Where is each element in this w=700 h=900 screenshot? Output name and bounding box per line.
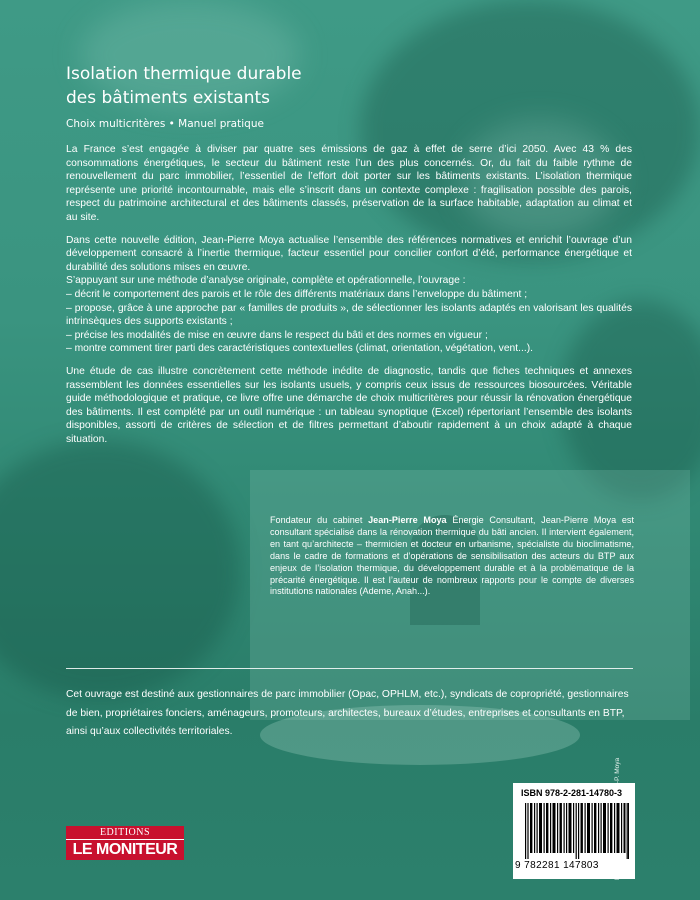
book-subtitle: Choix multicritères • Manuel pratique	[66, 118, 264, 130]
book-title	[66, 62, 626, 110]
publisher-logo-top: EDITIONS	[66, 826, 184, 839]
method-list-item: – montre comment tirer parti des caractéristiques contextuelles (climat, orientation, végétation, vent...).	[66, 343, 534, 355]
barcode-digits: 9 782281 147803	[515, 860, 599, 871]
intro-paragraph-3: Une étude de cas illustre concrètement cette méthode inédite de diagnostic, tandis que fiches techniques et annexes rassemblent les données essentielles sur les isolants usuels, y compris ceux issus de ressources biosourcées. Véritable guide méthodologique et pratique, ce livre offre une démarche de choix multicritères pour réussir la rénovation énergétique des bâtiments. Il est complété par un outil numérique : un tableau synoptique (Excel) répertoriant l’ensemble des isolants disponibles, assorti de critères de sélection et de filtres permettant d’aboutir rapidement à un choix adapté à chaque situation.	[66, 365, 632, 445]
barcode-icon	[525, 803, 629, 859]
photo-credit: J.-P. Moya	[614, 757, 621, 789]
bio-prefix: Fondateur du cabinet	[270, 515, 369, 525]
bio-text: Énergie Consultant, Jean-Pierre Moya est consultant spécialisé dans la rénovation thermique du bâti ancien. Il intervient également, en tant qu’architecte – thermicien et docteur en urbanisme, spécialiste du bioclimatisme, dans le cadre de formations et d’opérations de sensibilisation des acteurs du BTP aux enjeux de l’isolation thermique, du développement durable et à la problématique de la précarité énergétique. Il est l’auteur de nombreux rapports pour le compte de diverses institutions nationales (Ademe, Anah...).	[270, 515, 635, 597]
isbn-label: ISBN 978-2-281-14780-3	[521, 788, 623, 798]
background-foliage	[0, 440, 240, 700]
method-list-item: – précise les modalités de mise en œuvre dans le respect du bâti et des normes en vigueur ;	[66, 329, 488, 341]
method-list-item: – propose, grâce à une approche par « familles de produits », de sélectionner les isolants adaptés en valorisant les qualités intrinsèques des supports existants ;	[66, 302, 632, 328]
author-name: Jean-Pierre Moya	[368, 515, 447, 525]
target-audience: Cet ouvrage est destiné aux gestionnaires de parc immobilier (Opac, OPHLM, etc.), syndicats de copropriété, gestionnaires de bien, propriétaires fonciers, aménageurs, promoteurs, architectes, bureaux d’études, entreprises et consultants en BTP, ainsi qu’aux collectivités territoriales.	[66, 689, 629, 737]
title-line-1: Isolation thermique durable	[66, 64, 302, 84]
intro-text	[66, 143, 632, 455]
method-list-intro: S’appuyant sur une méthode d’analyse originale, complète et opérationnelle, l’ouvrage :	[66, 275, 466, 287]
logo-rule	[66, 839, 184, 840]
intro-paragraph-1: La France s’est engagée à diviser par quatre ses émissions de gaz à effet de serre d’ici 2050. Avec 43 % des consommations énergétiques, le secteur du bâtiment reste l’un des plus concernés. Or, du fait du faible rythme de renouvellement du parc immobilier, l’essentiel de l’effort doit porter sur les bâtiments existants. L’isolation thermique représente une priorité incontournable, mais elle s’inscrit dans un contexte complexe : fragilisation possible des parois, respect du patrimoine architectural et des bâtiments classés, préservation de la surface habitable, adaptation au climat et au site.	[66, 144, 632, 223]
publisher-logo-bottom	[66, 839, 184, 860]
publisher-name: LE MONITEUR	[72, 841, 178, 858]
isbn-block	[513, 783, 635, 879]
method-list	[66, 274, 632, 356]
publisher-logo	[66, 826, 184, 860]
title-line-2: des bâtiments existants	[66, 88, 271, 108]
author-bio	[270, 515, 634, 598]
intro-paragraph-2: Dans cette nouvelle édition, Jean-Pierre Moya actualise l’ensemble des références normatives et enrichit l’ouvrage d’un développement consacré à l’inertie thermique, facteur essentiel pour concilier confort d’été, performance énergétique et durabilité des solutions mises en œuvre.	[66, 234, 632, 273]
method-list-item: – décrit le comportement des parois et le rôle des différents matériaux dans l’enveloppe du bâtiment ;	[66, 288, 528, 300]
section-divider	[66, 668, 633, 669]
